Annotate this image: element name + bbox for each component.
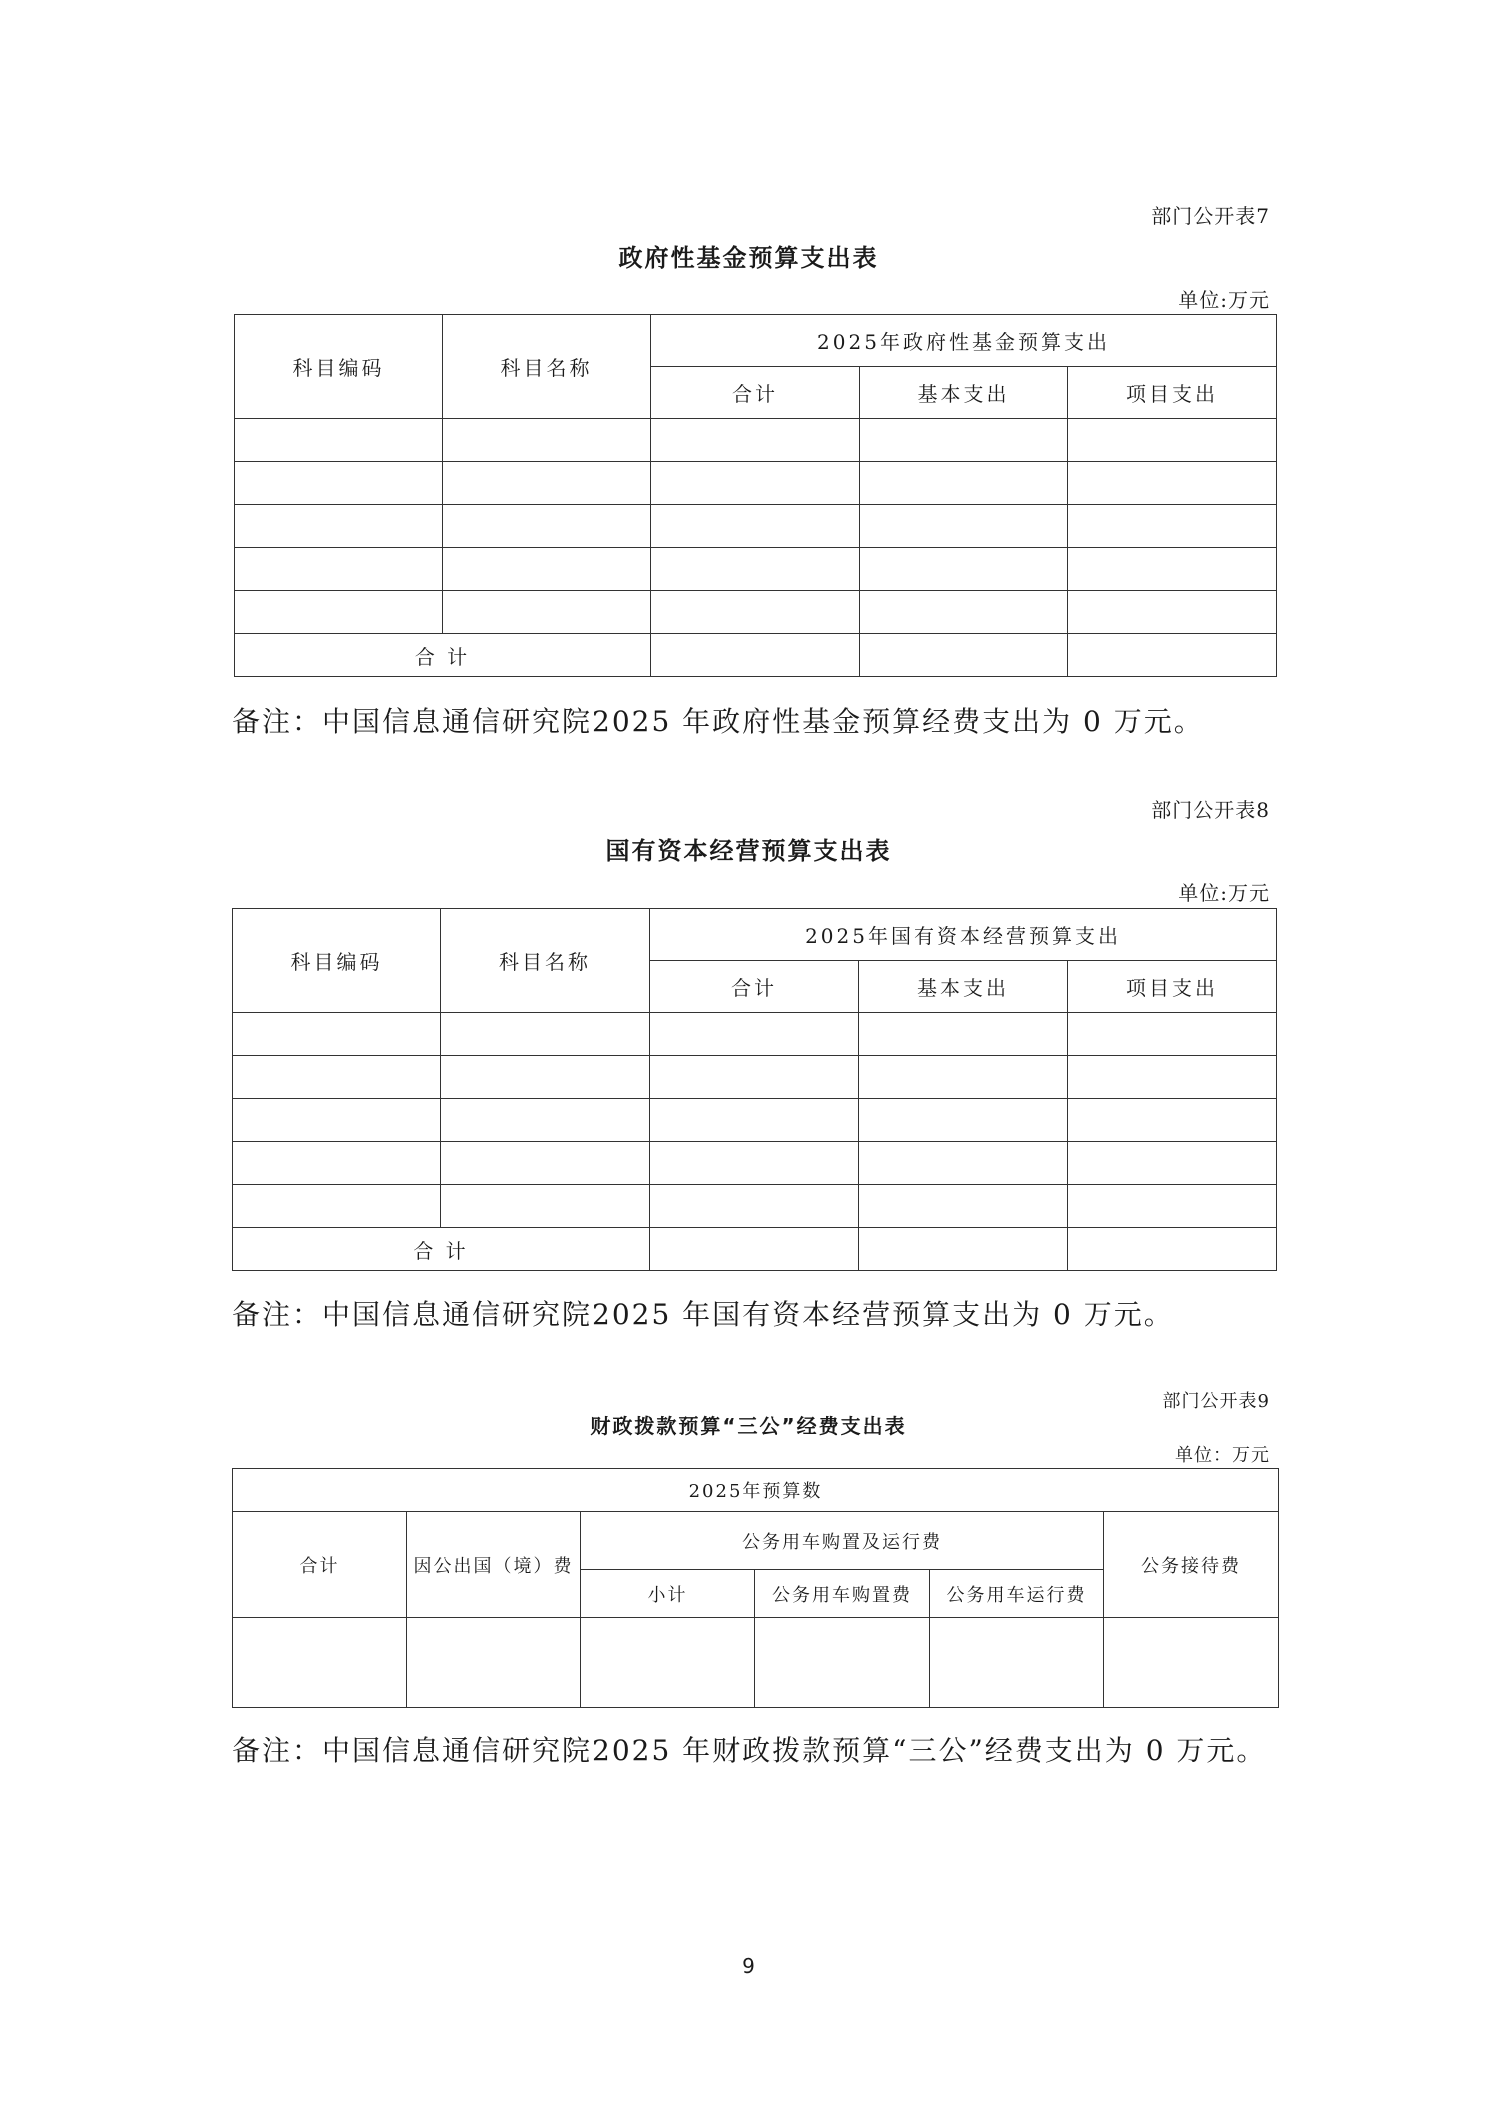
- table-cell: [235, 462, 443, 505]
- table-row: [233, 1056, 1277, 1099]
- table-cell: [441, 1099, 650, 1142]
- table9-tag: 部门公开表9: [1162, 1391, 1270, 1412]
- table-row: [233, 1099, 1277, 1142]
- table-cell: [859, 1185, 1068, 1228]
- table8-note: 备注：中国信息通信研究院2025 年国有资本经营预算支出为 0 万元。: [232, 1298, 1174, 1331]
- table-cell: [859, 1099, 1068, 1142]
- table-cell: [651, 462, 860, 505]
- table-cell: [1068, 1056, 1277, 1099]
- table-cell: [1104, 1618, 1279, 1708]
- table-cell: [441, 1185, 650, 1228]
- table9-header-subtotal: 小计: [581, 1570, 755, 1618]
- table7-header-code: 科目编码: [235, 315, 443, 419]
- table-cell: [235, 591, 443, 634]
- table-row: [235, 462, 1277, 505]
- table-cell: [233, 1618, 407, 1708]
- table7-total-row: [235, 634, 1277, 677]
- table-cell: [233, 1056, 441, 1099]
- table8-total-label: 合 计: [233, 1228, 650, 1271]
- table7-header-project: 项目支出: [1068, 367, 1277, 419]
- table7-header-name: 科目名称: [443, 315, 651, 419]
- table-cell: [581, 1618, 755, 1708]
- table9-title: 财政拨款预算“三公”经费支出表: [590, 1414, 907, 1438]
- table-cell: [650, 1013, 859, 1056]
- table-cell: [1068, 634, 1277, 677]
- table-row: [235, 591, 1277, 634]
- table-cell: [650, 1185, 859, 1228]
- table8-header-group: 2025年国有资本经营预算支出: [650, 909, 1277, 961]
- table8-header-project: 项目支出: [1068, 961, 1277, 1013]
- table-cell: [1068, 548, 1277, 591]
- table8-tag: 部门公开表8: [1151, 798, 1270, 822]
- table7-total-label: 合 计: [235, 634, 651, 677]
- table-cell: [235, 419, 443, 462]
- table-cell: [860, 419, 1068, 462]
- table7-unit: 单位:万元: [1178, 288, 1270, 312]
- table8-title: 国有资本经营预算支出表: [605, 837, 892, 865]
- table-cell: [235, 548, 443, 591]
- table-cell: [651, 634, 860, 677]
- table-cell: [1068, 1013, 1277, 1056]
- table-cell: [233, 1013, 441, 1056]
- table-cell: [441, 1142, 650, 1185]
- table-cell: [235, 505, 443, 548]
- table-cell: [651, 591, 860, 634]
- table-cell: [650, 1228, 859, 1271]
- table9-unit: 单位：万元: [1175, 1445, 1270, 1466]
- table-cell: [930, 1618, 1104, 1708]
- table8-header-basic: 基本支出: [859, 961, 1068, 1013]
- table8-total-row: [233, 1228, 1277, 1271]
- page-number: 9: [742, 1954, 755, 1978]
- table7-tag: 部门公开表7: [1151, 204, 1270, 228]
- table-row: [233, 1013, 1277, 1056]
- table-cell: [650, 1142, 859, 1185]
- table7: [234, 314, 1277, 677]
- table-cell: [651, 548, 860, 591]
- table-cell: [859, 1013, 1068, 1056]
- table9-header-abroad: 因公出国（境）费: [407, 1512, 581, 1618]
- table7-title: 政府性基金预算支出表: [618, 244, 879, 272]
- table-row: [235, 419, 1277, 462]
- table-cell: [443, 548, 651, 591]
- table-cell: [860, 591, 1068, 634]
- table-cell: [1068, 419, 1277, 462]
- table-cell: [860, 505, 1068, 548]
- table-row: [235, 505, 1277, 548]
- table8-header-total: 合计: [650, 961, 859, 1013]
- table-cell: [443, 505, 651, 548]
- table-cell: [233, 1185, 441, 1228]
- table-row: [233, 1185, 1277, 1228]
- table-cell: [860, 634, 1068, 677]
- table9-header-total: 合计: [233, 1512, 407, 1618]
- table8: [232, 908, 1277, 1271]
- table-cell: [651, 505, 860, 548]
- table9-note: 备注：中国信息通信研究院2025 年财政拨款预算“三公”经费支出为 0 万元。: [232, 1734, 1267, 1767]
- table9-header-reception: 公务接待费: [1104, 1512, 1279, 1618]
- table8-unit: 单位:万元: [1178, 881, 1270, 905]
- table-cell: [650, 1099, 859, 1142]
- table-cell: [755, 1618, 930, 1708]
- table-cell: [443, 591, 651, 634]
- table7-header-group: 2025年政府性基金预算支出: [651, 315, 1277, 367]
- table-cell: [860, 462, 1068, 505]
- table9-header-vehicle-purchase: 公务用车购置费: [755, 1570, 930, 1618]
- table-cell: [650, 1056, 859, 1099]
- table-cell: [859, 1056, 1068, 1099]
- table-cell: [1068, 462, 1277, 505]
- table7-header-basic: 基本支出: [860, 367, 1068, 419]
- table-cell: [1068, 1185, 1277, 1228]
- table-cell: [1068, 1228, 1277, 1271]
- table-cell: [233, 1142, 441, 1185]
- table7-note: 备注：中国信息通信研究院2025 年政府性基金预算经费支出为 0 万元。: [232, 705, 1204, 738]
- table-cell: [441, 1013, 650, 1056]
- table8-header-name: 科目名称: [441, 909, 650, 1013]
- table-cell: [441, 1056, 650, 1099]
- table-row: [233, 1142, 1277, 1185]
- table-cell: [233, 1099, 441, 1142]
- table-row: [233, 1618, 1279, 1708]
- table-cell: [407, 1618, 581, 1708]
- table9: [232, 1468, 1279, 1708]
- table-cell: [443, 462, 651, 505]
- table-cell: [859, 1142, 1068, 1185]
- table-cell: [859, 1228, 1068, 1271]
- table-row: [235, 548, 1277, 591]
- table-cell: [443, 419, 651, 462]
- table9-header-vehicle-group: 公务用车购置及运行费: [581, 1512, 1104, 1570]
- table8-header-code: 科目编码: [233, 909, 441, 1013]
- table-cell: [860, 548, 1068, 591]
- table-cell: [1068, 1142, 1277, 1185]
- table-cell: [1068, 1099, 1277, 1142]
- table9-header-vehicle-operation: 公务用车运行费: [930, 1570, 1104, 1618]
- table-cell: [1068, 591, 1277, 634]
- table7-header-total: 合计: [651, 367, 860, 419]
- table-cell: [1068, 505, 1277, 548]
- table9-header-year: 2025年预算数: [233, 1469, 1279, 1512]
- table-cell: [651, 419, 860, 462]
